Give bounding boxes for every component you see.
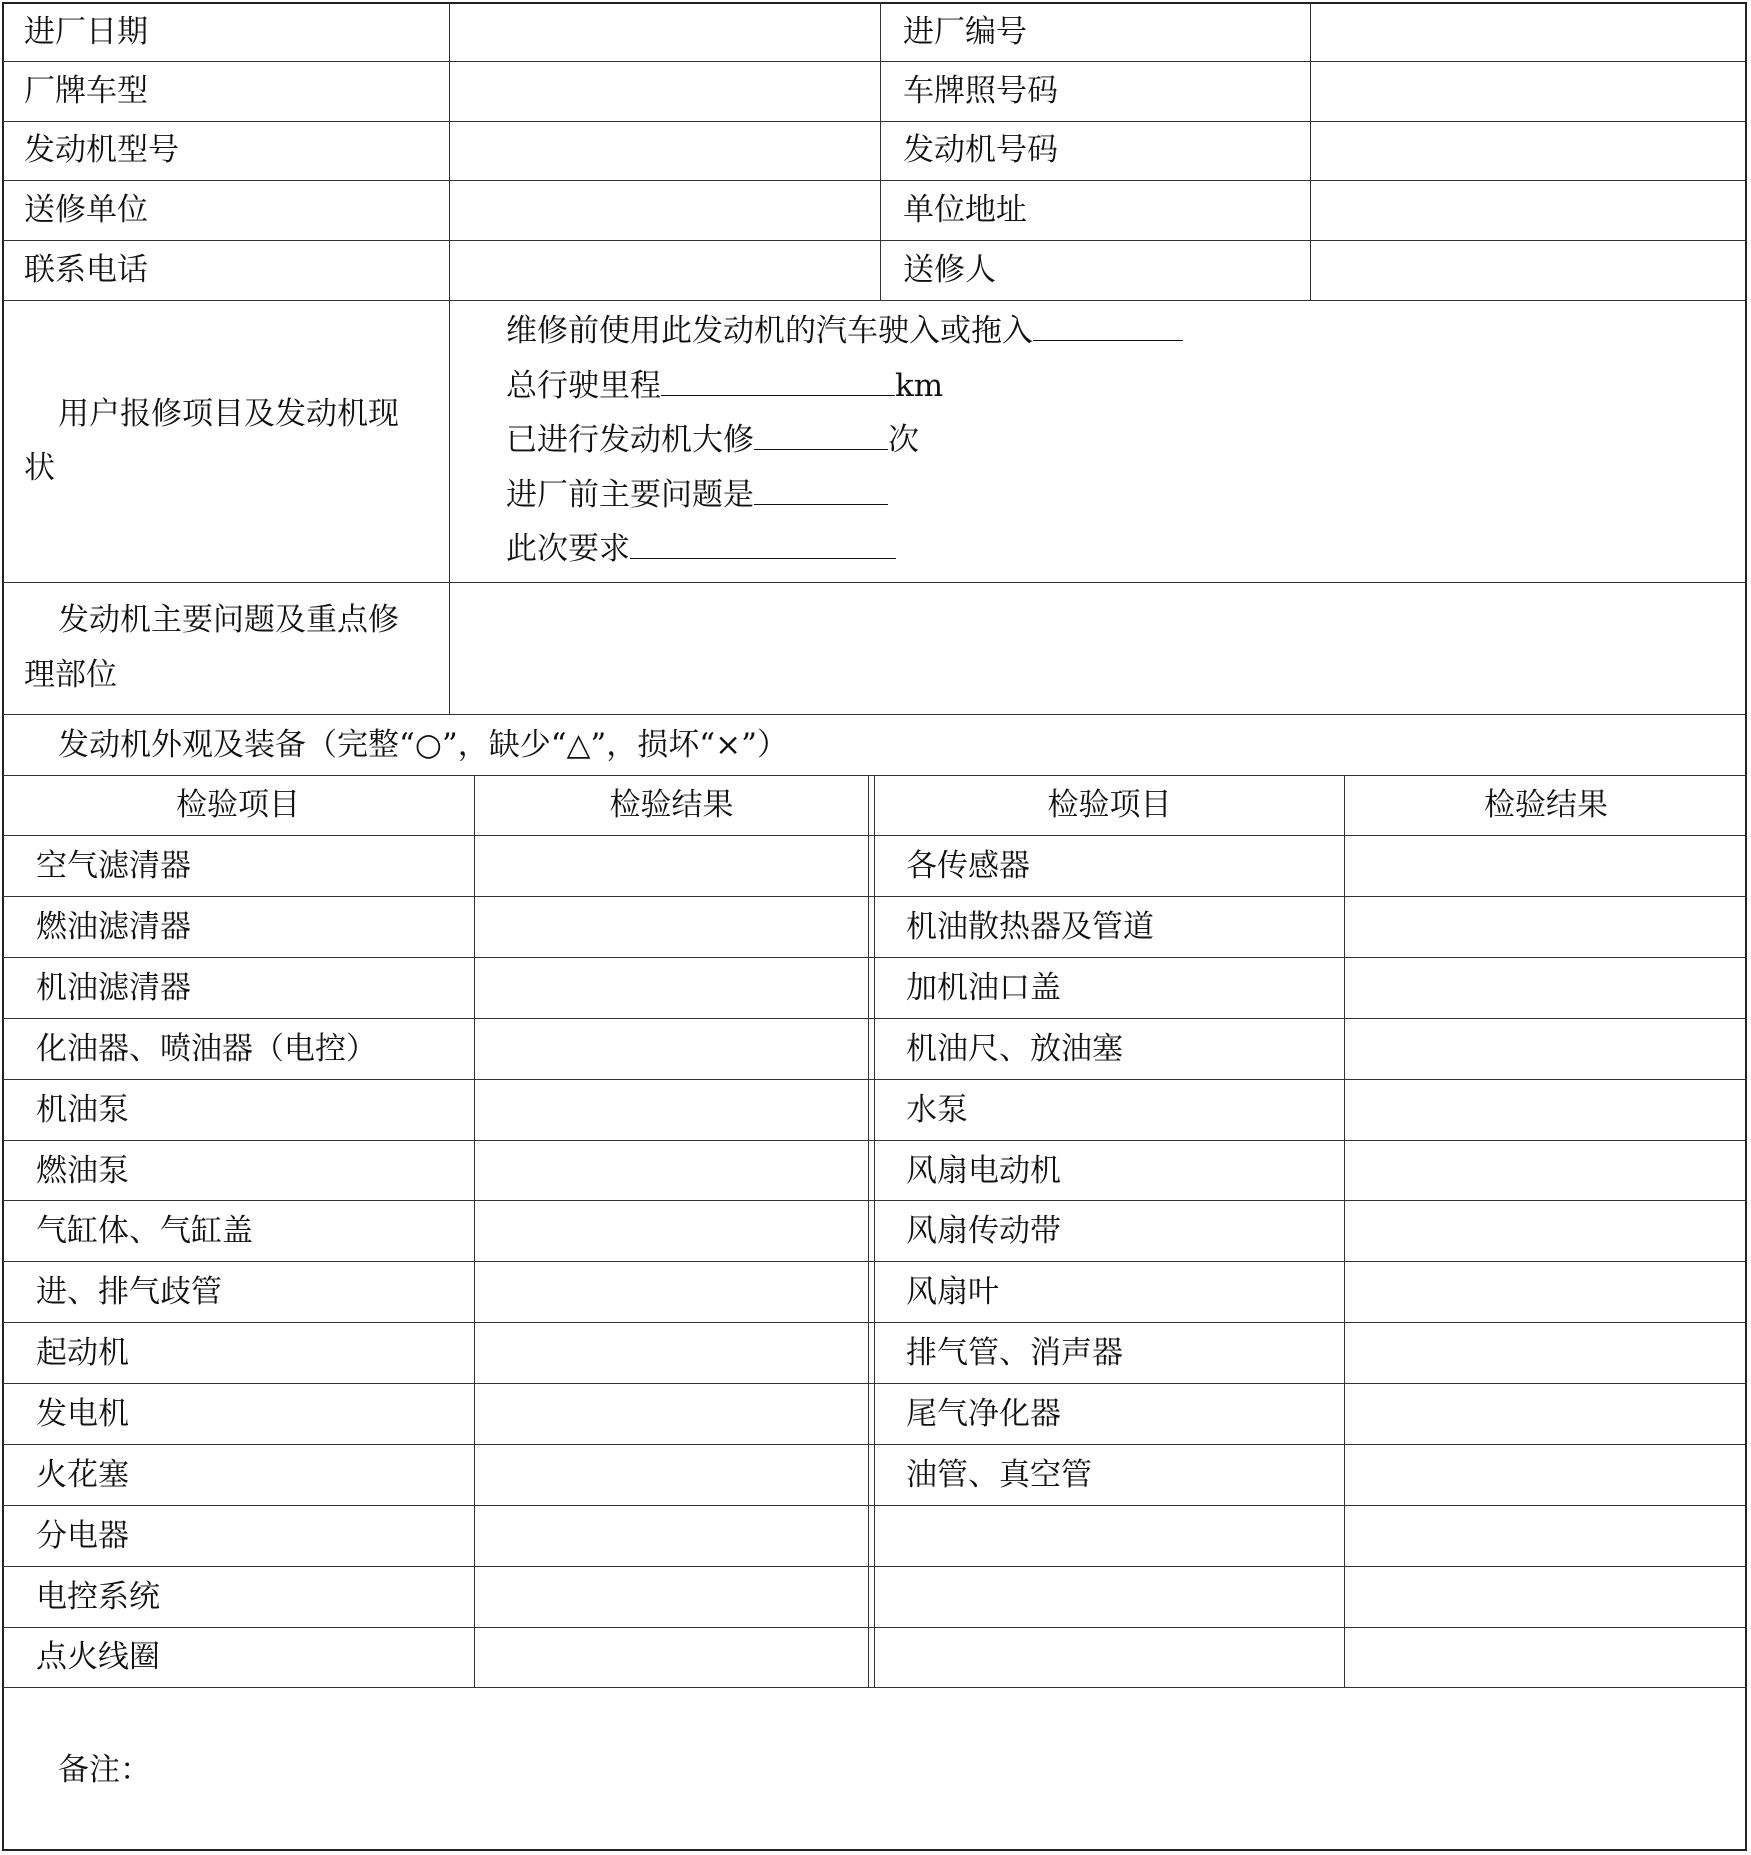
- status-line-main-issue: [506, 477, 888, 513]
- status-line-request-text: 此次要求: [506, 531, 630, 567]
- info-label-engine-number: 发动机号码: [903, 132, 1058, 168]
- right-item: 各传感器: [906, 848, 1030, 884]
- left-item: 气缸体、气缸盖: [36, 1213, 253, 1249]
- row-divider: [2, 714, 1747, 715]
- info-label-unit-address: 单位地址: [903, 192, 1027, 228]
- header-result-left: 检验结果: [609, 787, 734, 823]
- focus-label-cont: 理部位: [24, 657, 117, 693]
- status-line-mileage-text: 总行驶里程: [506, 368, 661, 404]
- right-item: 排气管、消声器: [906, 1335, 1123, 1371]
- info-label-entry-number: 进厂编号: [903, 14, 1027, 50]
- left-item: 火花塞: [36, 1457, 129, 1493]
- row-divider: [2, 300, 1747, 301]
- left-item: 空气滤清器: [36, 848, 191, 884]
- status-line-overhaul: [506, 422, 919, 458]
- mileage-blank[interactable]: [661, 369, 895, 396]
- col-divider: [874, 775, 875, 1687]
- left-item: 电控系统: [36, 1579, 160, 1615]
- row-divider: [2, 61, 1747, 62]
- status-line-drive-in-text: 维修前使用此发动机的汽车驶入或拖入: [506, 313, 1033, 349]
- row-divider: [2, 582, 1747, 583]
- col-divider: [868, 775, 869, 1687]
- remarks-label: 备注：: [58, 1752, 151, 1788]
- right-item: 风扇传动带: [906, 1213, 1061, 1249]
- left-item: 机油滤清器: [36, 970, 191, 1006]
- mileage-unit: km: [895, 368, 944, 404]
- row-divider: [2, 1687, 1747, 1688]
- header-item-left: 检验项目: [176, 787, 300, 823]
- appearance-header: 发动机外观及装备（完整“○”，缺少“△”，损坏“×”）: [58, 727, 788, 763]
- right-item: 加机油口盖: [906, 970, 1061, 1006]
- focus-label: 发动机主要问题及重点修: [58, 602, 399, 638]
- overhaul-unit: 次: [888, 422, 919, 458]
- right-item: 风扇电动机: [906, 1153, 1061, 1189]
- col-divider: [1344, 775, 1345, 1687]
- right-item: 油管、真空管: [906, 1457, 1092, 1493]
- right-item: 机油尺、放油塞: [906, 1031, 1123, 1067]
- col-divider: [449, 2, 450, 300]
- header-result-right: 检验结果: [1484, 787, 1608, 823]
- main-issue-blank[interactable]: [754, 478, 888, 505]
- col-divider: [474, 775, 475, 1687]
- right-item: 水泵: [906, 1092, 968, 1128]
- left-item: 点火线圈: [36, 1639, 160, 1675]
- left-item: 发电机: [36, 1396, 129, 1432]
- row-divider: [2, 240, 1747, 241]
- status-label-cont: 状: [24, 450, 55, 486]
- row-divider: [2, 121, 1747, 122]
- left-item: 燃油滤清器: [36, 909, 191, 945]
- info-label-sender: 送修人: [903, 252, 996, 288]
- col-divider: [449, 300, 450, 714]
- info-label-plate-number: 车牌照号码: [903, 73, 1058, 109]
- row-divider: [2, 180, 1747, 181]
- status-line-mileage: [506, 368, 943, 404]
- info-label-entry-date: 进厂日期: [24, 14, 148, 50]
- left-item: 进、排气歧管: [36, 1274, 222, 1310]
- status-line-drive-in: [506, 313, 1183, 349]
- drive-in-blank[interactable]: [1033, 314, 1183, 341]
- left-item: 分电器: [36, 1518, 129, 1554]
- left-item: 燃油泵: [36, 1153, 129, 1189]
- right-item: 机油散热器及管道: [906, 909, 1154, 945]
- info-label-repair-unit: 送修单位: [24, 192, 148, 228]
- info-label-phone: 联系电话: [24, 252, 148, 288]
- left-item: 机油泵: [36, 1092, 129, 1128]
- right-item: 风扇叶: [906, 1274, 999, 1310]
- col-divider: [880, 2, 881, 300]
- status-label: 用户报修项目及发动机现: [58, 396, 399, 432]
- left-item: 化油器、喷油器（电控）: [36, 1031, 377, 1067]
- right-item: 尾气净化器: [906, 1396, 1061, 1432]
- info-label-vehicle-model: 厂牌车型: [24, 73, 148, 109]
- left-item: 起动机: [36, 1335, 129, 1371]
- col-divider: [1310, 2, 1311, 300]
- overhaul-count-blank[interactable]: [754, 423, 888, 450]
- request-blank[interactable]: [630, 532, 896, 559]
- info-label-engine-model: 发动机型号: [24, 132, 179, 168]
- status-line-request: [506, 531, 896, 567]
- header-item-right: 检验项目: [1047, 787, 1172, 823]
- status-line-overhaul-text: 已进行发动机大修: [506, 422, 754, 458]
- status-line-main-issue-text: 进厂前主要问题是: [506, 477, 754, 513]
